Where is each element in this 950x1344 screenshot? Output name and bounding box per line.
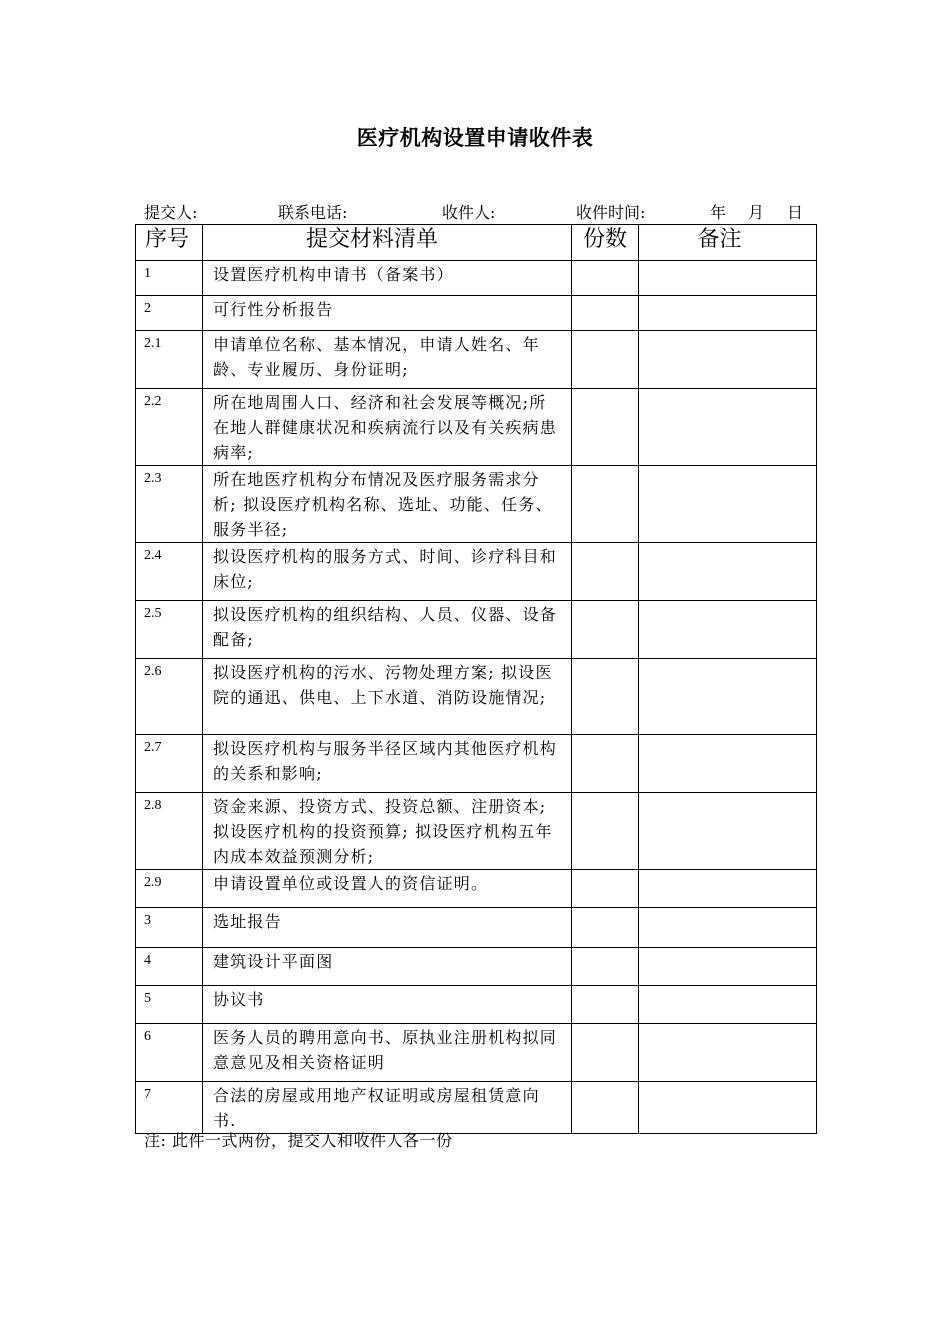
table-row (136, 793, 817, 870)
header-materials: 提交材料清单 (203, 225, 572, 261)
row-remarks-cell[interactable] (639, 870, 817, 908)
table-row (136, 986, 817, 1024)
row-copies-cell[interactable] (572, 659, 639, 735)
row-material: 建筑设计平面图 (203, 948, 572, 986)
row-material: 协议书 (203, 986, 572, 1024)
table-header-row (136, 225, 817, 261)
row-serial: 2.2 (136, 389, 203, 466)
row-serial: 2.1 (136, 331, 203, 389)
table-row (136, 296, 817, 331)
row-material: 拟设医疗机构的组织结构、人员、仪器、设备配备; (203, 601, 572, 659)
row-copies-cell[interactable] (572, 948, 639, 986)
row-material: 所在地周围人口、经济和社会发展等概况;所在地人群健康状况和疾病流行以及有关疾病患病率; (203, 389, 572, 466)
row-copies-cell[interactable] (572, 331, 639, 389)
row-serial: 6 (136, 1024, 203, 1082)
row-serial: 2.9 (136, 870, 203, 908)
row-serial: 2.6 (136, 659, 203, 735)
header-copies: 份数 (572, 225, 639, 261)
row-remarks-cell[interactable] (639, 986, 817, 1024)
row-remarks-cell[interactable] (639, 296, 817, 331)
row-material: 可行性分析报告 (203, 296, 572, 331)
row-remarks-cell[interactable] (639, 793, 817, 870)
row-remarks-cell[interactable] (639, 389, 817, 466)
row-serial: 1 (136, 261, 203, 296)
row-copies-cell[interactable] (572, 389, 639, 466)
table-row (136, 948, 817, 986)
row-serial: 2.5 (136, 601, 203, 659)
row-copies-cell[interactable] (572, 1082, 639, 1134)
table-row (136, 261, 817, 296)
info-line (144, 200, 804, 222)
row-serial: 3 (136, 908, 203, 948)
table-row (136, 1024, 817, 1082)
header-remarks: 备注 (639, 225, 817, 261)
row-remarks-cell[interactable] (639, 908, 817, 948)
receiver-label: 收件人: (442, 203, 496, 222)
row-material: 拟设医疗机构与服务半径区域内其他医疗机构的关系和影响; (203, 735, 572, 793)
row-copies-cell[interactable] (572, 296, 639, 331)
table-body (136, 261, 817, 1134)
row-remarks-cell[interactable] (639, 948, 817, 986)
materials-table (135, 224, 817, 1134)
row-serial: 4 (136, 948, 203, 986)
row-serial: 2.3 (136, 466, 203, 543)
row-material: 选址报告 (203, 908, 572, 948)
row-material: 所在地医疗机构分布情况及医疗服务需求分析; 拟设医疗机构名称、选址、功能、任务、服务半径; (203, 466, 572, 543)
table-row (136, 389, 817, 466)
table-row (136, 659, 817, 735)
row-copies-cell[interactable] (572, 793, 639, 870)
row-serial: 5 (136, 986, 203, 1024)
row-copies-cell[interactable] (572, 543, 639, 601)
row-serial: 2.8 (136, 793, 203, 870)
row-remarks-cell[interactable] (639, 735, 817, 793)
page-title: 医疗机构设置申请收件表 (356, 126, 594, 150)
time-label: 收件时间: (576, 203, 646, 222)
header-serial: 序号 (136, 225, 203, 261)
row-material: 合法的房屋或用地产权证明或房屋租赁意向书. (203, 1082, 572, 1134)
month-label: 月 (748, 203, 765, 222)
row-remarks-cell[interactable] (639, 261, 817, 296)
row-material: 资金来源、投资方式、投资总额、注册资本;拟设医疗机构的投资预算; 拟设医疗机构五年内成本效益预测分析; (203, 793, 572, 870)
row-copies-cell[interactable] (572, 870, 639, 908)
submitter-label: 提交人: (144, 203, 198, 222)
row-material: 申请单位名称、基本情况，申请人姓名、年龄、专业履历、身份证明; (203, 331, 572, 389)
row-serial: 2 (136, 296, 203, 331)
row-remarks-cell[interactable] (639, 466, 817, 543)
phone-label: 联系电话: (278, 203, 348, 222)
row-serial: 2.7 (136, 735, 203, 793)
row-material: 医务人员的聘用意向书、原执业注册机构拟同意意见及相关资格证明 (203, 1024, 572, 1082)
row-copies-cell[interactable] (572, 986, 639, 1024)
day-label: 日 (787, 203, 804, 222)
table-row (136, 870, 817, 908)
row-copies-cell[interactable] (572, 908, 639, 948)
row-remarks-cell[interactable] (639, 601, 817, 659)
table-row (136, 1082, 817, 1134)
footnote: 注: 此件一式两份，提交人和收件人各一份 (144, 1131, 453, 1150)
row-material: 申请设置单位或设置人的资信证明。 (203, 870, 572, 908)
row-material: 拟设医疗机构的服务方式、时间、诊疗科目和床位; (203, 543, 572, 601)
table-row (136, 735, 817, 793)
row-copies-cell[interactable] (572, 466, 639, 543)
table-row (136, 908, 817, 948)
row-copies-cell[interactable] (572, 261, 639, 296)
year-label: 年 (710, 203, 727, 222)
row-copies-cell[interactable] (572, 735, 639, 793)
row-remarks-cell[interactable] (639, 1082, 817, 1134)
row-remarks-cell[interactable] (639, 659, 817, 735)
row-remarks-cell[interactable] (639, 543, 817, 601)
row-remarks-cell[interactable] (639, 1024, 817, 1082)
row-serial: 7 (136, 1082, 203, 1134)
table-row (136, 601, 817, 659)
row-copies-cell[interactable] (572, 601, 639, 659)
row-copies-cell[interactable] (572, 1024, 639, 1082)
table-row (136, 466, 817, 543)
row-material: 拟设医疗机构的污水、污物处理方案; 拟设医院的通迅、供电、上下水道、消防设施情况; (203, 659, 572, 735)
row-remarks-cell[interactable] (639, 331, 817, 389)
row-material: 设置医疗机构申请书（备案书） (203, 261, 572, 296)
table-row (136, 543, 817, 601)
row-serial: 2.4 (136, 543, 203, 601)
table-row (136, 331, 817, 389)
